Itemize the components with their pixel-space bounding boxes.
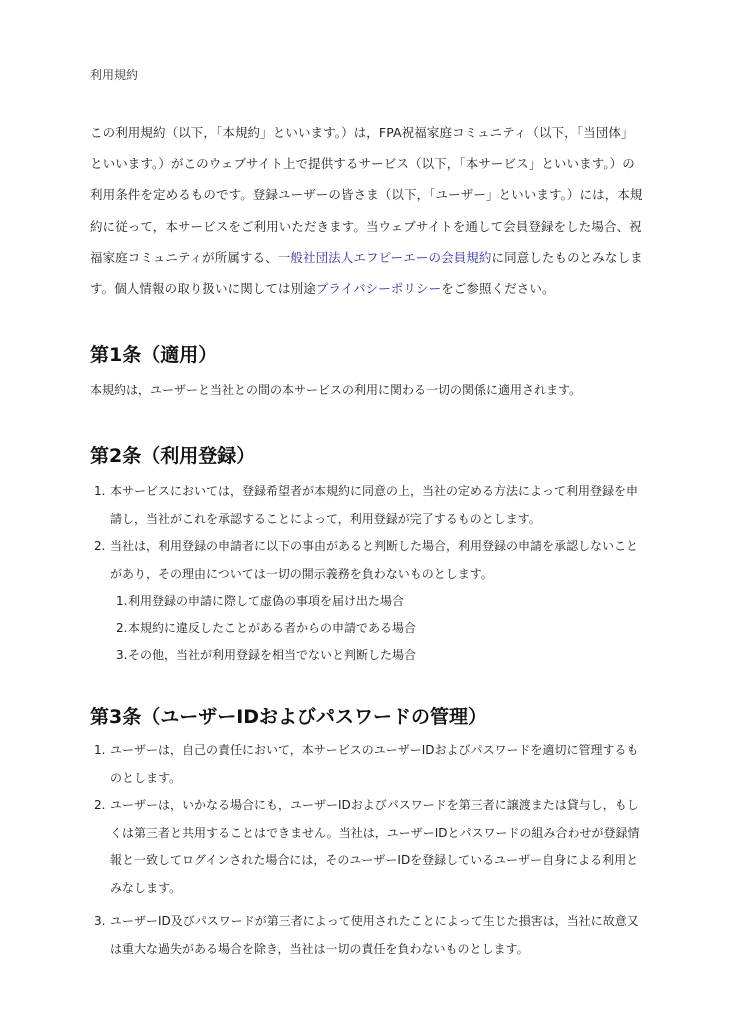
list-item-text: 本サービスにおいては，登録希望者が本規約に同意の上，当社の定める方法によって利用登録を申請し，当社がこれを承認することによって，利用登録が完了するものとします。 [110, 484, 639, 526]
article2-heading: 第2条（利用登録） [90, 445, 256, 467]
article1-heading: 第1条（適用） [90, 344, 218, 366]
list-item [94, 478, 640, 533]
list-item [116, 642, 628, 669]
list-item-number: 1. [116, 594, 128, 608]
privacy-policy-link[interactable]: プライバシーポリシー [315, 281, 442, 297]
article3-heading: 第3条（ユーザーIDおよびパスワードの管理） [90, 706, 488, 728]
article2-list [94, 478, 640, 588]
list-item [116, 588, 628, 615]
intro-text-3: をご参照ください。 [441, 281, 555, 297]
list-item-text: 当社は，利用登録の申請者に以下の事由があると判断した場合，利用登録の申請を承認しないことがあり，その理由については一切の開示義務を負わないものとします。 [110, 539, 639, 581]
article3-list [94, 737, 640, 963]
list-item-number: 2. [94, 798, 106, 812]
list-item-number: 1. [94, 484, 106, 498]
list-item-text: 利用登録の申請に際して虚偽の事項を届け出た場合 [128, 594, 405, 608]
list-item [94, 908, 640, 963]
article2-sublist [116, 588, 628, 669]
list-item [94, 737, 640, 792]
article1-body: 本規約は，ユーザーと当社との間の本サービスの利用に関わる一切の関係に適用されます。 [90, 383, 582, 397]
intro-text-1: この利用規約（以下，「本規約」といいます。）は，FPA祝福家庭コミュニティ（以下，「当団体」といいます。）がこのウェブサイト上で提供するサービス（以下，「本サービス」といいます。）の利用条件を定めるものです。登録ユーザーの皆さま（以下，「ユーザー」といいます。）には，本規約に従って，本サービスをご利用いただきます。当ウェブサイトを通して会員登録をした場合、祝福家庭コミュニティが所属する、 [90, 125, 643, 265]
list-item-number: 1. [94, 743, 106, 757]
list-item-text: ユーザーは，自己の責任において，本サービスのユーザーIDおよびパスワードを適切に管理するものとします。 [110, 743, 639, 785]
list-item-number: 3. [116, 648, 128, 662]
list-item-number: 2. [116, 621, 128, 635]
list-item-number: 3. [94, 914, 106, 928]
list-item-text: ユーザーID及びパスワードが第三者によって使用されたことによって生じた損害は，当社に故意又は重大な過失がある場合を除き，当社は一切の責任を負わないものとします。 [110, 914, 639, 956]
intro-text-2: に同意したものとみなします。個人情報の取り扱いに関しては別途 [90, 249, 643, 297]
list-item-text: ユーザーは，いかなる場合にも，ユーザーIDおよびパスワードを第三者に譲渡または貸与し，もしくは第三者と共用することはできません。当社は，ユーザーIDとパスワードの組み合わせが登録情報と一致してログインされた場合には，そのユーザーIDを登録しているユーザー自身による利用とみなします。 [110, 798, 640, 895]
list-item [94, 792, 640, 902]
document-title: 利用規約 [90, 68, 139, 82]
list-item-text: その他，当社が利用登録を相当でないと判断した場合 [128, 648, 417, 662]
list-item-number: 2. [94, 539, 106, 553]
intro-paragraph [90, 117, 646, 304]
list-item [116, 615, 628, 642]
list-item [94, 533, 640, 588]
fpa-membership-terms-link[interactable]: 一般社団法人エフピーエーの会員規約 [277, 249, 492, 265]
list-item-text: 本規約に違反したことがある者からの申請である場合 [128, 621, 417, 635]
